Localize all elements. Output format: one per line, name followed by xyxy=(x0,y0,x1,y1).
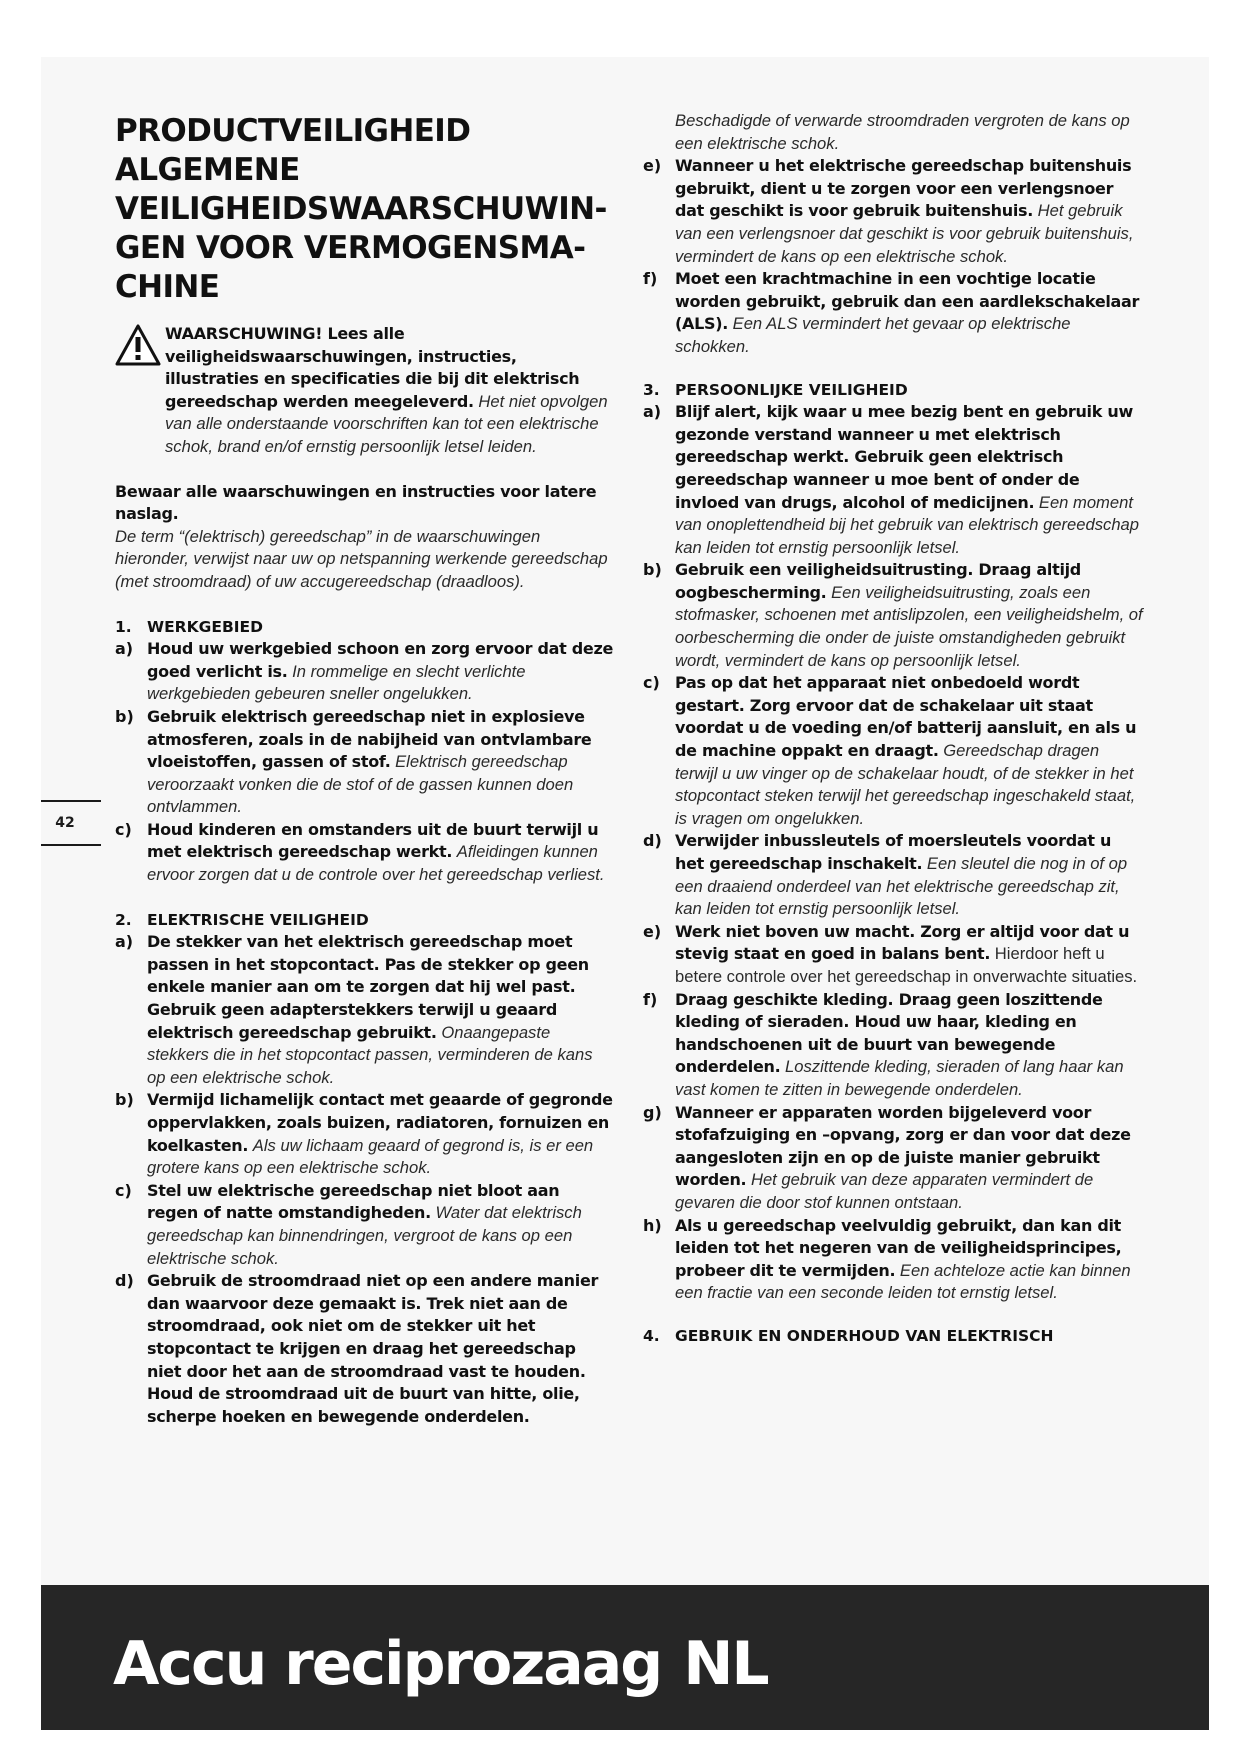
section-number: 1. xyxy=(115,617,132,636)
item-text: Loszittende kleding, sieraden of lang haar kan vast komen te zitten in bewegende onderdelen. xyxy=(675,1057,1124,1099)
item-text: Een achteloze actie kan binnen een fractie van een seconde leiden tot ernstig letsel. xyxy=(675,1260,1131,1303)
list-item xyxy=(643,401,1143,559)
item-label: h) xyxy=(643,1215,662,1235)
page-number-marker xyxy=(41,800,101,846)
section-number: 3. xyxy=(643,380,660,399)
item-bold: Werk niet boven uw macht. Zorg er altijd voor dat u stevig staat en goed in balans bent. xyxy=(675,921,1130,964)
item-text: Gereedschap dragen terwijl u uw vinger op de schakelaar houdt, of de stekker in het stopcontact steken terwijl het gereedschap ingeschakeld staat, is vragen om ongelukken. xyxy=(675,741,1136,828)
section-title: ELEKTRISCHE VEILIGHEID xyxy=(147,910,369,929)
left-column xyxy=(115,112,615,1428)
item-text: Beschadigde of verwarde stroomdraden vergroten de kans op een elektrische schok. xyxy=(675,111,1130,153)
divider xyxy=(41,844,101,846)
list-item xyxy=(115,1089,615,1179)
title-line: CHINE xyxy=(115,269,220,305)
item-label: c) xyxy=(115,1180,132,1200)
item-text: Het gebruik van een verlengsnoer dat geschikt is voor gebruik buitenshuis, vermindert de kans op een elektrische schok. xyxy=(675,201,1134,266)
warning-triangle-icon xyxy=(115,323,161,367)
language-code: NL xyxy=(683,1629,768,1699)
item-bold: Houd uw werkgebied schoon en zorg ervoor dat deze goed verlicht is. xyxy=(147,639,614,681)
item-text: Een moment van onoplettendheid bij het gebruik van elektrisch gereedschap kan leiden tot ernstig persoonlijk letsel. xyxy=(675,492,1140,557)
footer-banner xyxy=(41,1585,1209,1730)
item-label: d) xyxy=(643,831,662,851)
list-item xyxy=(643,672,1143,830)
item-bold: Moet een krachtmachine in een vochtige locatie worden gebruikt, gebruik dan een aardlekschakelaar (ALS). xyxy=(675,269,1140,334)
list-item xyxy=(643,155,1143,268)
product-name: Accu reciprozaag xyxy=(113,1629,662,1699)
item-bold: Stel uw elektrische gereedschap niet bloot aan regen of natte omstandigheden. xyxy=(147,1180,560,1223)
right-column xyxy=(643,110,1143,1347)
item-text: Hierdoor heft u betere controle over het gereedschap in onverwachte situaties. xyxy=(675,944,1138,986)
item-text: Onaangepaste stekkers die in het stopcontact passen, verminderen de kans op een elektrische schok. xyxy=(147,1022,593,1087)
section-title: GEBRUIK EN ONDERHOUD VAN ELEKTRISCH xyxy=(675,1326,1054,1345)
item-bold: Blijf alert, kijk waar u mee bezig bent en gebruik uw gezonde verstand wanneer u met elektrisch gereedschap werkt. Gebruik geen elektrisch gereedschap wanneer u moe bent of onder de invloed van drugs, alcohol of medicijnen. xyxy=(675,402,1133,512)
item-label: b) xyxy=(115,1090,134,1110)
item-label: a) xyxy=(115,639,134,659)
item-bold: Houd kinderen en omstanders uit de buurt terwijl u met elektrisch gereedschap werkt. xyxy=(147,819,599,862)
list-item xyxy=(643,1102,1143,1215)
keep-text: De term “(elektrisch) gereedschap” in de waarschuwingen hieronder, verwijst naar uw op netspanning werkende gereedschap (met stroomdraad) of uw accugereedschap (draadloos). xyxy=(115,526,608,591)
item-label: d) xyxy=(115,1271,134,1291)
section-heading-elektrische-veiligheid xyxy=(115,909,615,932)
item-text: Het gebruik van deze apparaten vermindert de gevaren die door stof kunnen ontstaan. xyxy=(675,1170,1094,1212)
list-item xyxy=(115,931,615,1089)
section-heading-persoonlijke-veiligheid xyxy=(643,379,1143,402)
list-item xyxy=(643,1215,1143,1305)
section-number: 2. xyxy=(115,910,132,929)
section-number: 4. xyxy=(643,1326,660,1345)
list-item xyxy=(643,559,1143,672)
title-line: ALGEMENE xyxy=(115,152,300,188)
item-text: Water dat elektrisch gereedschap kan binnendringen, vergroot de kans op een elektrische schok. xyxy=(147,1203,582,1268)
list-item xyxy=(115,819,615,887)
item-label: a) xyxy=(643,402,662,422)
item-bold: Vermijd lichamelijk contact met geaarde of gegronde oppervlakken, zoals buizen, radiatoren, fornuizen en koelkasten. xyxy=(147,1090,613,1155)
item-label: f) xyxy=(643,989,658,1009)
list-item xyxy=(643,830,1143,920)
item-label: b) xyxy=(115,706,134,726)
item-text: Als uw lichaam geaard of gegrond is, is er een grotere kans op een elektrische schok. xyxy=(147,1135,594,1178)
list-item xyxy=(643,921,1143,989)
item-label: e) xyxy=(643,921,662,941)
section-title: PERSOONLIJKE VEILIGHEID xyxy=(675,380,908,399)
item-text: In rommelige en slecht verlichte werkgebieden gebeuren sneller ongelukken. xyxy=(147,661,526,704)
item-bold: Gebruik de stroomdraad niet op een andere manier dan waarvoor deze gemaakt is. Trek niet aan de stroomdraad, ook niet om de stekker uit het stopcontact te krijgen en draag het gereedschap niet door het aan de stroomdraad vast te houden. Houd de stroomdraad uit de buurt van hitte, olie, scherpe hoeken en bewegende onderdelen. xyxy=(147,1271,599,1426)
list-item xyxy=(115,638,615,706)
item-text: Een veiligheidsuitrusting, zoals een stofmasker, schoenen met antislipzolen, een veiligheidshelm, of oorbescherming die onder de juiste omstandigheden gebruikt wordt, vermindert de kans op persoonlijk letsel. xyxy=(675,582,1143,670)
title-line: GEN VOOR VERMOGENSMA- xyxy=(115,230,586,266)
item-label: c) xyxy=(643,673,660,693)
item-bold: Wanneer er apparaten worden bijgeleverd voor stofafzuiging en –opvang, zorg er dan voor dat deze aangesloten zijn en op de juiste manier gebruikt worden. xyxy=(675,1102,1131,1190)
item-bold: Wanneer u het elektrische gereedschap buitenshuis gebruikt, dient u te zorgen voor een verlengsnoer dat geschikt is voor gebruik buitenshuis. xyxy=(675,156,1132,221)
item-label: g) xyxy=(643,1102,662,1122)
title-line: VEILIGHEIDSWAARSCHUWIN- xyxy=(115,191,607,227)
item-bold: Draag geschikte kleding. Draag geen loszittende kleding of sieraden. Houd uw haar, kleding en handschoenen uit de buurt van bewegende onderdelen. xyxy=(675,989,1103,1077)
section-heading-werkgebied xyxy=(115,616,615,639)
item-label: b) xyxy=(643,560,662,580)
item-bold: Gebruik een veiligheidsuitrusting. Draag altijd oogbescherming. xyxy=(675,560,1081,602)
item-bold: Als u gereedschap veelvuldig gebruikt, dan kan dit leiden tot het negeren van de veiligheidsprincipes, probeer dit te vermijden. xyxy=(675,1215,1122,1280)
warning-block xyxy=(115,323,615,459)
list-item-continued xyxy=(643,110,1143,155)
list-item xyxy=(115,1180,615,1270)
list-item xyxy=(643,989,1143,1102)
title-line: PRODUCTVEILIGHEID xyxy=(115,113,471,149)
warning-text: Het niet opvolgen van alle onderstaande voorschriften kan tot een elektrische schok, brand en/of ernstig persoonlijk letsel leiden. xyxy=(165,391,608,456)
warning-bold: WAARSCHUWING! Lees alle veiligheidswaarschuwingen, instructies, illustraties en specificaties die bij dit elektrisch gereedschap werden meegeleverd. xyxy=(165,324,580,411)
list-item xyxy=(643,268,1143,358)
item-text: Afleidingen kunnen ervoor zorgen dat u de controle over het gereedschap verliest. xyxy=(147,842,605,885)
item-label: a) xyxy=(115,932,134,952)
item-label: e) xyxy=(643,156,662,176)
page-title xyxy=(115,112,615,307)
keep-bold: Bewaar alle waarschuwingen en instructies voor latere naslag. xyxy=(115,481,597,524)
item-text: Een sleutel die nog in of op een draaiend onderdeel van het elektrische gereedschap zit, kan leiden tot ernstig persoonlijk letsel. xyxy=(675,854,1128,919)
keep-instructions xyxy=(115,481,615,594)
item-bold: Gebruik elektrisch gereedschap niet in explosieve atmosferen, zoals in de nabijheid van ontvlambare vloeistoffen, gassen of stof. xyxy=(147,706,592,772)
item-label: c) xyxy=(115,819,132,839)
section-title: WERKGEBIED xyxy=(147,617,263,636)
item-label: f) xyxy=(643,269,658,289)
item-bold: Verwijder inbussleutels of moersleutels voordat u het gereedschap inschakelt. xyxy=(675,831,1112,873)
item-text: Een ALS vermindert het gevaar op elektrische schokken. xyxy=(675,314,1071,356)
item-bold: Pas op dat het apparaat niet onbedoeld wordt gestart. Zorg ervoor dat de schakelaar uit staat voordat u de voeding en/of batterij aansluit, en als u de machine oppakt en draagt. xyxy=(675,673,1137,761)
list-item xyxy=(115,706,615,819)
item-text: Elektrisch gereedschap veroorzaakt vonken die de stof of de gassen kunnen doen ontvlammen. xyxy=(147,752,574,817)
item-bold: De stekker van het elektrisch gereedschap moet passen in het stopcontact. Pas de stekker op geen enkele manier aan om te zorgen dat hij wel past. Gebruik geen adapterstekkers terwijl u geaard elektrisch gereedschap gebruikt. xyxy=(147,932,589,1042)
footer-title xyxy=(113,1629,768,1699)
page-number: 42 xyxy=(55,815,75,831)
list-item xyxy=(115,1270,615,1428)
section-heading-gebruik-onderhoud xyxy=(643,1325,1143,1348)
